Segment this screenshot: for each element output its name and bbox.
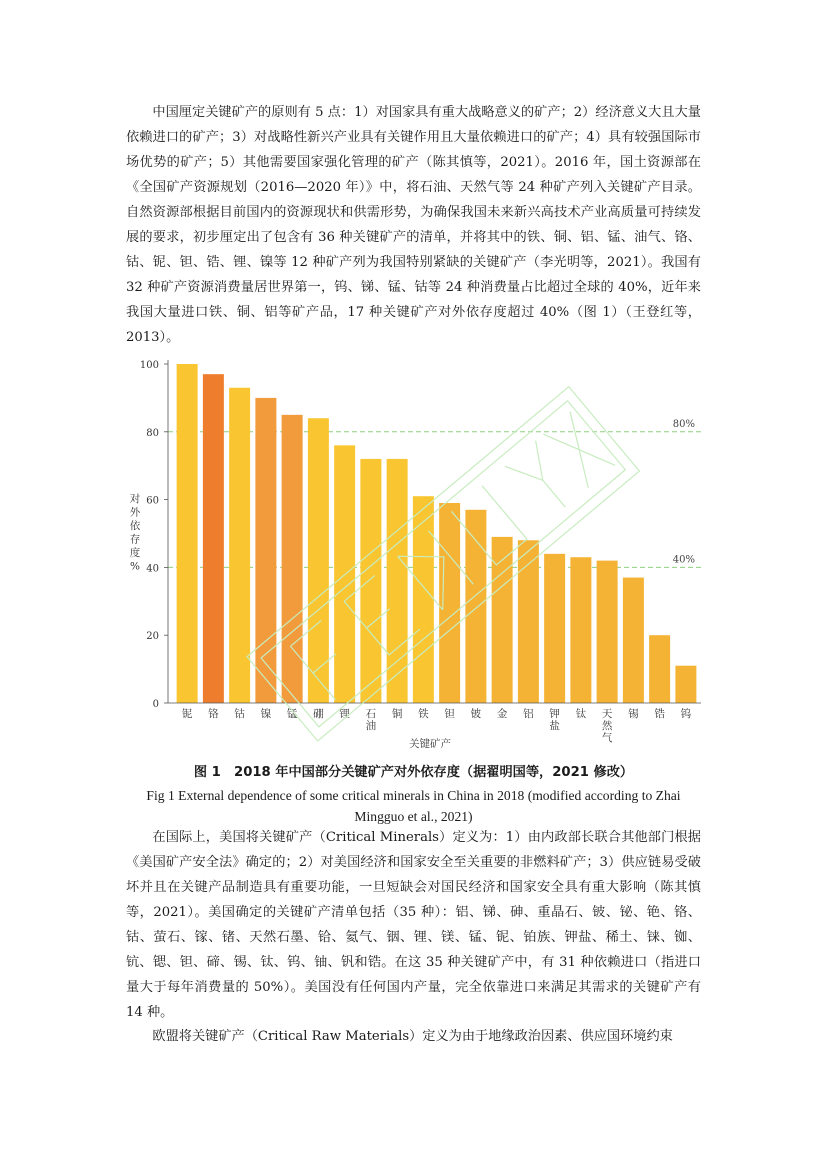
y-tick-label: 20 bbox=[146, 631, 159, 643]
x-tick-label: 铍 bbox=[470, 708, 482, 720]
chart-bars bbox=[177, 364, 697, 703]
x-tick-label: 钨 bbox=[680, 708, 692, 720]
dependence-bar-chart bbox=[126, 354, 716, 754]
bar-17 bbox=[597, 561, 618, 703]
x-tick-label: 钾盐 bbox=[549, 708, 560, 732]
x-tick-label: 铬 bbox=[208, 708, 219, 720]
y-tick-label: 60 bbox=[146, 495, 159, 507]
x-tick-label: 锰 bbox=[286, 708, 298, 720]
x-axis-title: 关键矿产 bbox=[409, 738, 451, 750]
x-tick-label: 镍 bbox=[260, 708, 272, 720]
chart-canvas bbox=[126, 354, 716, 754]
bar-13 bbox=[492, 537, 513, 703]
y-axis-title: 对外依存度% bbox=[129, 493, 141, 573]
reference-line-label: 80% bbox=[672, 418, 695, 430]
x-tick-label: 锡 bbox=[628, 708, 639, 720]
paragraph-eu-definition: 欧盟将关键矿产（Critical Raw Materials）定义为由于地缘政治因素、供应国环境约束 bbox=[152, 1029, 673, 1044]
paragraph-us-definition: 在国际上，美国将关键矿产（Critical Minerals）定义为：1）由内政部长联合其他部门根据《美国矿产安全法》确定的；2）对美国经济和国家安全至关重要的非燃料矿产；3）供应链易受破坏并且在关键产品制造具有重要功能，一旦短缺会对国民经济和国家安全具有重大影响（陈其慎等，2021）。美国确定的关键矿产清单包括（35 种）：铝、锑、砷、重晶石、铍、铋、铯、铬、钴、萤石、镓、锗、天然石墨、铪、氦气、铟、锂、镁、锰、铌、铂族、钾盐、稀土、铼、铷、钪、锶、钽、碲、锡、钛、钨、铀、钒和锆。在这 35 种关键矿产中，有 31 种依赖进口（指进口量大于每年消费量的 50%）。美国没有任何国内产量，完全依靠进口来满足其需求的关键矿产有 14 种。 bbox=[126, 830, 701, 1020]
bar-6 bbox=[308, 418, 329, 703]
bar-7 bbox=[334, 445, 355, 703]
x-tick-label: 铜 bbox=[391, 708, 403, 720]
bar-3 bbox=[229, 388, 250, 703]
figure-caption-en: Fig 1 External dependence of some critical minerals in China in 2018 (modified according to Zhai Mingguo et al., 2021) bbox=[146, 788, 681, 824]
figure-caption-cn: 图 1 2018 年中国部分关键矿产对外依存度（据翟明国等，2021 修改） bbox=[193, 765, 634, 780]
x-tick-label: 锆 bbox=[654, 708, 665, 720]
reference-line-label: 40% bbox=[672, 554, 695, 566]
x-tick-label: 锂 bbox=[339, 708, 350, 720]
x-tick-label: 铁 bbox=[418, 708, 429, 720]
bar-2 bbox=[203, 374, 224, 703]
bar-18 bbox=[623, 578, 644, 703]
x-tick-label: 钴 bbox=[234, 708, 245, 720]
bar-16 bbox=[570, 557, 591, 703]
x-tick-label: 钛 bbox=[575, 708, 587, 720]
bar-11 bbox=[439, 503, 460, 703]
x-tick-label: 石油 bbox=[365, 708, 377, 732]
x-tick-label: 硼 bbox=[313, 708, 324, 720]
y-tick-label: 100 bbox=[139, 360, 159, 371]
bar-10 bbox=[413, 496, 434, 703]
y-tick-label: 40 bbox=[146, 563, 159, 575]
x-tick-label: 金 bbox=[496, 708, 508, 720]
bar-20 bbox=[675, 666, 696, 703]
x-tick-label: 钽 bbox=[444, 708, 455, 720]
bar-4 bbox=[255, 398, 276, 703]
bar-14 bbox=[518, 540, 539, 703]
bar-19 bbox=[649, 635, 670, 703]
y-tick-label: 0 bbox=[152, 699, 159, 710]
x-tick-label: 天然气 bbox=[601, 708, 613, 744]
paragraph-china-criteria: 中国厘定关键矿产的原则有 5 点：1）对国家具有重大战略意义的矿产；2）经济意义大且大量依赖进口的矿产；3）对战略性新兴产业具有关键作用且大量依赖进口的矿产；4）具有较强国际市场优势的矿产；5）其他需要国家强化管理的矿产（陈其慎等，2021）。2016 年，国土资源部在《全国矿产资源规划（2016—2020 年）》中，将石油、天然气等 24 种矿产列入关键矿产目录。自然资源部根据目前国内的资源现状和供需形势，为确保我国未来新兴高技术产业高质量可持续发展的要求，初步厘定出了包含有 36 种关键矿产的清单，并将其中的铁、铜、铝、锰、油气、铬、钴、铌、钽、锆、锂、镍等 12 种矿产列为我国特别紧缺的关键矿产（李光明等，2021）。我国有 32 种矿产资源消费量居世界第一，钨、锑、锰、钴等 24 种消费量占比超过全球的 40%，近年来我国大量进口铁、铜、铝等矿产品，17 种关键矿产对外依存度超过 40%（图 1）（王登红等，2013）。 bbox=[126, 105, 701, 345]
x-tick-label: 铝 bbox=[523, 708, 534, 720]
bar-9 bbox=[387, 459, 408, 703]
bar-1 bbox=[177, 364, 198, 703]
bar-8 bbox=[360, 459, 381, 703]
bar-12 bbox=[465, 510, 486, 703]
bar-5 bbox=[282, 415, 303, 703]
bar-15 bbox=[544, 554, 565, 703]
y-tick-label: 80 bbox=[146, 427, 159, 439]
x-tick-label: 铌 bbox=[181, 708, 193, 720]
